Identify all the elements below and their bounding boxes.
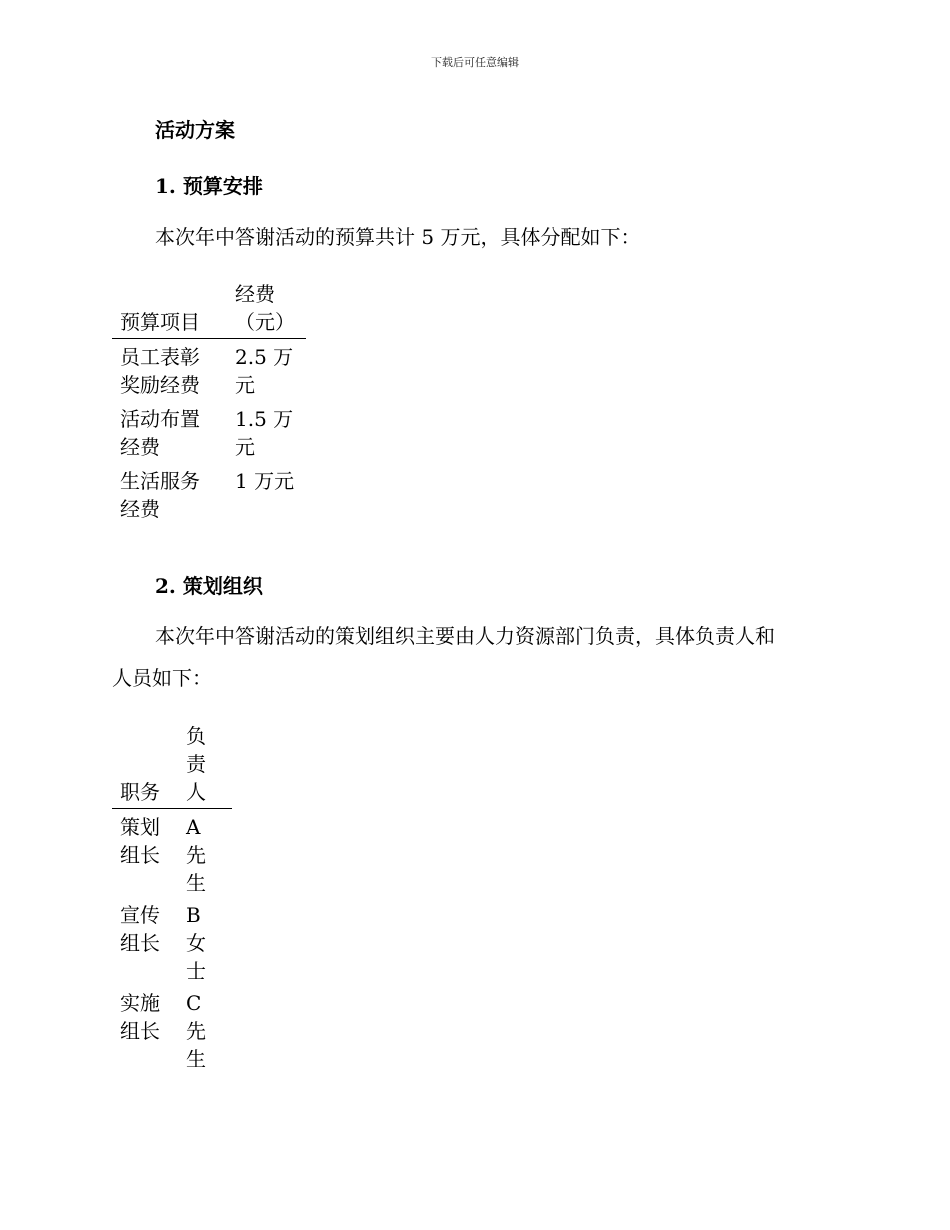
budget-table — [112, 280, 306, 529]
budget-header-amount: 经费（元） — [227, 280, 306, 339]
staff-person-cell: A 先生 — [186, 815, 206, 895]
staff-header-person: 负责人 — [178, 722, 232, 809]
budget-amount-cell: 1.5 万元 — [235, 407, 294, 459]
table-row — [112, 467, 306, 529]
section-heading-organization: 2. 策划组织 — [155, 574, 263, 598]
document-title: 活动方案 — [155, 118, 235, 142]
organization-paragraph-line2: 人员如下： — [112, 666, 212, 690]
staff-table-header-row — [112, 722, 232, 809]
organization-paragraph-line1: 本次年中答谢活动的策划组织主要由人力资源部门负责，具体负责人和 — [155, 624, 775, 648]
section-heading-budget: 1. 预算安排 — [155, 174, 263, 198]
staff-role-cell: 策划组长 — [120, 815, 160, 867]
staff-header-role: 职务 — [112, 722, 178, 809]
budget-item-cell: 员工表彰奖励经费 — [120, 345, 200, 397]
table-row — [112, 405, 306, 467]
budget-amount-cell: 2.5 万元 — [235, 345, 294, 397]
budget-item-cell: 活动布置经费 — [120, 407, 200, 459]
budget-table-header-row — [112, 280, 306, 339]
table-row — [112, 989, 232, 1077]
page-header-note: 下载后可任意编辑 — [431, 56, 519, 69]
staff-role-cell: 实施组长 — [120, 991, 160, 1043]
budget-intro-paragraph: 本次年中答谢活动的预算共计 5 万元，具体分配如下： — [155, 225, 641, 249]
staff-person-cell: C 先生 — [186, 991, 206, 1071]
table-row — [112, 339, 306, 406]
staff-role-cell: 宣传组长 — [120, 903, 160, 955]
staff-person-cell: B 女士 — [186, 903, 206, 983]
staff-table — [112, 722, 232, 1077]
budget-amount-cell: 1 万元 — [235, 469, 295, 493]
budget-item-cell: 生活服务经费 — [120, 469, 200, 521]
table-row — [112, 901, 232, 989]
budget-header-item: 预算项目 — [112, 280, 227, 339]
table-row — [112, 809, 232, 902]
